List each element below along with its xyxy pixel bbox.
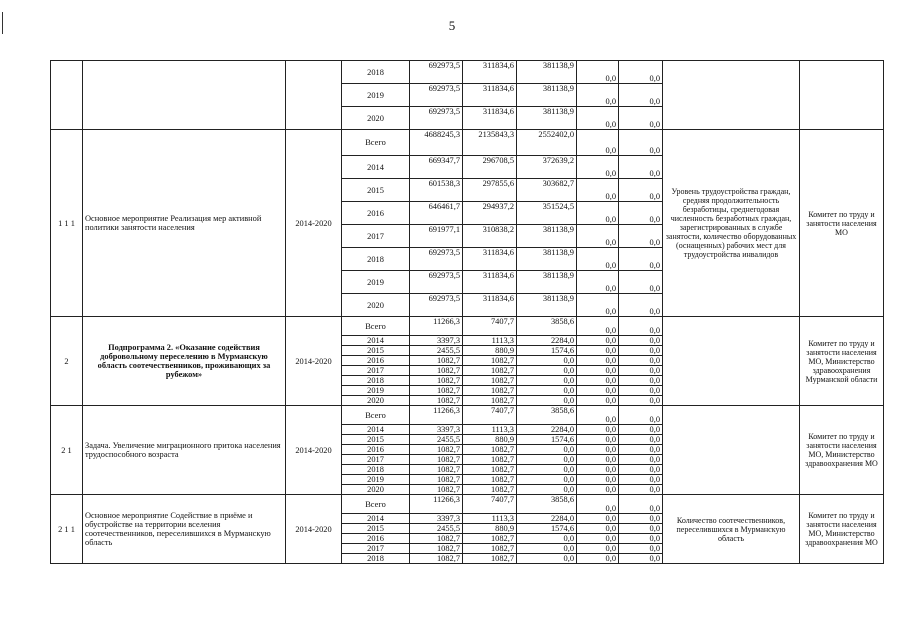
local-value: 0,0 xyxy=(577,534,619,544)
local-value: 0,0 xyxy=(577,455,619,465)
other-value: 0,0 xyxy=(619,294,663,317)
local-value: 0,0 xyxy=(577,61,619,84)
other-value: 0,0 xyxy=(619,202,663,225)
federal-value: 296708,5 xyxy=(463,156,517,179)
regional-value: 351524,5 xyxy=(517,202,577,225)
total-value: 691977,1 xyxy=(410,225,463,248)
regional-value: 0,0 xyxy=(517,485,577,495)
other-value: 0,0 xyxy=(619,130,663,156)
federal-value: 311834,6 xyxy=(463,294,517,317)
other-value: 0,0 xyxy=(619,465,663,475)
other-value: 0,0 xyxy=(619,445,663,455)
other-value: 0,0 xyxy=(619,386,663,396)
regional-value: 381138,9 xyxy=(517,225,577,248)
row-number: 2 xyxy=(51,317,83,406)
regional-value: 372639,2 xyxy=(517,156,577,179)
other-value: 0,0 xyxy=(619,225,663,248)
total-value: 692973,5 xyxy=(410,248,463,271)
year-cell: 2018 xyxy=(342,248,410,271)
measure-name: Основное мероприятие Содействие в приёме и обустройстве на территории вселения соотечественников, переселившихся в Мурманскую область xyxy=(83,495,286,564)
local-value: 0,0 xyxy=(577,346,619,356)
federal-value: 1082,7 xyxy=(463,544,517,554)
total-value: 669347,7 xyxy=(410,156,463,179)
federal-value: 1082,7 xyxy=(463,396,517,406)
federal-value: 1082,7 xyxy=(463,465,517,475)
total-value: 1082,7 xyxy=(410,485,463,495)
year-cell: 2016 xyxy=(342,202,410,225)
other-value: 0,0 xyxy=(619,396,663,406)
regional-value: 381138,9 xyxy=(517,84,577,107)
implementation-period xyxy=(286,61,342,130)
local-value: 0,0 xyxy=(577,485,619,495)
year-cell: Всего xyxy=(342,495,410,514)
total-value: 692973,5 xyxy=(410,271,463,294)
local-value: 0,0 xyxy=(577,202,619,225)
year-cell: 2015 xyxy=(342,346,410,356)
implementation-period: 2014-2020 xyxy=(286,317,342,406)
federal-value: 1082,7 xyxy=(463,356,517,366)
total-value: 11266,3 xyxy=(410,495,463,514)
other-value: 0,0 xyxy=(619,524,663,534)
year-cell: 2014 xyxy=(342,514,410,524)
total-value: 1082,7 xyxy=(410,455,463,465)
year-cell: 2020 xyxy=(342,396,410,406)
other-value: 0,0 xyxy=(619,534,663,544)
local-value: 0,0 xyxy=(577,514,619,524)
federal-value: 1113,3 xyxy=(463,425,517,435)
other-value: 0,0 xyxy=(619,317,663,336)
year-cell: 2014 xyxy=(342,336,410,346)
total-value: 1082,7 xyxy=(410,554,463,564)
other-value: 0,0 xyxy=(619,366,663,376)
federal-value: 7407,7 xyxy=(463,317,517,336)
year-cell: 2017 xyxy=(342,544,410,554)
year-cell: 2015 xyxy=(342,179,410,202)
year-cell: 2016 xyxy=(342,534,410,544)
other-value: 0,0 xyxy=(619,61,663,84)
total-value: 1082,7 xyxy=(410,475,463,485)
local-value: 0,0 xyxy=(577,248,619,271)
target-indicator: Количество соотечественников, переселившихся в Мурманскую область xyxy=(663,495,800,564)
responsible-executor: Комитет по труду и занятости населения МО, Министерство здравоохранения Мурманской области xyxy=(800,317,884,406)
total-value: 1082,7 xyxy=(410,534,463,544)
table-row xyxy=(51,317,884,336)
total-value: 1082,7 xyxy=(410,445,463,455)
other-value: 0,0 xyxy=(619,156,663,179)
total-value: 692973,5 xyxy=(410,61,463,84)
regional-value: 381138,9 xyxy=(517,107,577,130)
total-value: 2455,5 xyxy=(410,524,463,534)
scan-edge-mark xyxy=(2,12,3,34)
total-value: 1082,7 xyxy=(410,396,463,406)
total-value: 1082,7 xyxy=(410,356,463,366)
federal-value: 311834,6 xyxy=(463,61,517,84)
other-value: 0,0 xyxy=(619,84,663,107)
other-value: 0,0 xyxy=(619,248,663,271)
year-cell: 2018 xyxy=(342,465,410,475)
table-row xyxy=(51,406,884,425)
federal-value: 1082,7 xyxy=(463,485,517,495)
regional-value: 2284,0 xyxy=(517,514,577,524)
table-row xyxy=(51,61,884,84)
federal-value: 1082,7 xyxy=(463,534,517,544)
total-value: 1082,7 xyxy=(410,376,463,386)
federal-value: 1113,3 xyxy=(463,336,517,346)
total-value: 3397,3 xyxy=(410,336,463,346)
measure-name: Задача. Увеличение миграционного притока населения трудоспособного возраста xyxy=(83,406,286,495)
regional-value: 0,0 xyxy=(517,455,577,465)
total-value: 1082,7 xyxy=(410,544,463,554)
total-value: 692973,5 xyxy=(410,84,463,107)
year-cell: 2020 xyxy=(342,485,410,495)
other-value: 0,0 xyxy=(619,336,663,346)
federal-value: 1082,7 xyxy=(463,445,517,455)
regional-value: 1574,6 xyxy=(517,435,577,445)
other-value: 0,0 xyxy=(619,271,663,294)
year-cell: Всего xyxy=(342,406,410,425)
total-value: 1082,7 xyxy=(410,465,463,475)
year-cell: 2014 xyxy=(342,156,410,179)
implementation-period: 2014-2020 xyxy=(286,495,342,564)
federal-value: 1082,7 xyxy=(463,376,517,386)
local-value: 0,0 xyxy=(577,107,619,130)
local-value: 0,0 xyxy=(577,475,619,485)
local-value: 0,0 xyxy=(577,465,619,475)
year-cell: Всего xyxy=(342,130,410,156)
table-row xyxy=(51,495,884,514)
year-cell: 2017 xyxy=(342,366,410,376)
local-value: 0,0 xyxy=(577,156,619,179)
row-number: 2 1 1 xyxy=(51,495,83,564)
total-value: 1082,7 xyxy=(410,366,463,376)
total-value: 11266,3 xyxy=(410,406,463,425)
measure-name: Подпрограмма 2. «Оказание содействия добровольному переселению в Мурманскую область соотечественников, проживающих за рубежом» xyxy=(83,317,286,406)
year-cell: 2017 xyxy=(342,225,410,248)
regional-value: 3858,6 xyxy=(517,317,577,336)
other-value: 0,0 xyxy=(619,356,663,366)
local-value: 0,0 xyxy=(577,84,619,107)
federal-value: 1113,3 xyxy=(463,514,517,524)
target-indicator: Уровень трудоустройства граждан, средняя продолжительность безработицы, среднегодовая численность безработных граждан, зарегистрированных в службе занятости, количество оборудованных (оснащенных) рабочих мест для трудоустройства инвалидов xyxy=(663,130,800,317)
regional-value: 0,0 xyxy=(517,445,577,455)
other-value: 0,0 xyxy=(619,495,663,514)
federal-value: 880,9 xyxy=(463,524,517,534)
total-value: 3397,3 xyxy=(410,514,463,524)
row-number xyxy=(51,61,83,130)
local-value: 0,0 xyxy=(577,225,619,248)
target-indicator xyxy=(663,406,800,495)
local-value: 0,0 xyxy=(577,317,619,336)
total-value: 4688245,3 xyxy=(410,130,463,156)
regional-value: 0,0 xyxy=(517,356,577,366)
year-cell: 2019 xyxy=(342,475,410,485)
local-value: 0,0 xyxy=(577,495,619,514)
regional-value: 381138,9 xyxy=(517,248,577,271)
local-value: 0,0 xyxy=(577,435,619,445)
year-cell: 2016 xyxy=(342,445,410,455)
year-cell: 2020 xyxy=(342,294,410,317)
federal-value: 311834,6 xyxy=(463,84,517,107)
measure-name xyxy=(83,61,286,130)
other-value: 0,0 xyxy=(619,179,663,202)
regional-value: 2552402,0 xyxy=(517,130,577,156)
local-value: 0,0 xyxy=(577,336,619,346)
total-value: 646461,7 xyxy=(410,202,463,225)
local-value: 0,0 xyxy=(577,396,619,406)
regional-value: 3858,6 xyxy=(517,406,577,425)
local-value: 0,0 xyxy=(577,544,619,554)
local-value: 0,0 xyxy=(577,445,619,455)
regional-value: 381138,9 xyxy=(517,61,577,84)
program-funding-table xyxy=(50,60,884,564)
total-value: 2455,5 xyxy=(410,346,463,356)
federal-value: 297855,6 xyxy=(463,179,517,202)
regional-value: 2284,0 xyxy=(517,336,577,346)
federal-value: 310838,2 xyxy=(463,225,517,248)
total-value: 2455,5 xyxy=(410,435,463,445)
federal-value: 311834,6 xyxy=(463,271,517,294)
year-cell: 2020 xyxy=(342,107,410,130)
federal-value: 311834,6 xyxy=(463,107,517,130)
measure-name: Основное мероприятие Реализация мер активной политики занятости населения xyxy=(83,130,286,317)
local-value: 0,0 xyxy=(577,294,619,317)
regional-value: 0,0 xyxy=(517,376,577,386)
local-value: 0,0 xyxy=(577,554,619,564)
federal-value: 2135843,3 xyxy=(463,130,517,156)
other-value: 0,0 xyxy=(619,346,663,356)
local-value: 0,0 xyxy=(577,366,619,376)
federal-value: 1082,7 xyxy=(463,475,517,485)
other-value: 0,0 xyxy=(619,455,663,465)
federal-value: 880,9 xyxy=(463,435,517,445)
federal-value: 1082,7 xyxy=(463,554,517,564)
local-value: 0,0 xyxy=(577,386,619,396)
total-value: 692973,5 xyxy=(410,294,463,317)
regional-value: 0,0 xyxy=(517,534,577,544)
row-number: 1 1 1 xyxy=(51,130,83,317)
regional-value: 1574,6 xyxy=(517,524,577,534)
local-value: 0,0 xyxy=(577,524,619,534)
local-value: 0,0 xyxy=(577,271,619,294)
federal-value: 7407,7 xyxy=(463,406,517,425)
total-value: 1082,7 xyxy=(410,386,463,396)
regional-value: 303682,7 xyxy=(517,179,577,202)
local-value: 0,0 xyxy=(577,130,619,156)
federal-value: 880,9 xyxy=(463,346,517,356)
year-cell: 2018 xyxy=(342,554,410,564)
federal-value: 311834,6 xyxy=(463,248,517,271)
regional-value: 0,0 xyxy=(517,465,577,475)
total-value: 601538,3 xyxy=(410,179,463,202)
federal-value: 1082,7 xyxy=(463,455,517,465)
year-cell: 2015 xyxy=(342,435,410,445)
regional-value: 381138,9 xyxy=(517,271,577,294)
responsible-executor xyxy=(800,61,884,130)
regional-value: 0,0 xyxy=(517,396,577,406)
responsible-executor: Комитет по труду и занятости населения МО xyxy=(800,130,884,317)
other-value: 0,0 xyxy=(619,544,663,554)
regional-value: 381138,9 xyxy=(517,294,577,317)
year-cell: 2017 xyxy=(342,455,410,465)
regional-value: 2284,0 xyxy=(517,425,577,435)
other-value: 0,0 xyxy=(619,376,663,386)
regional-value: 1574,6 xyxy=(517,346,577,356)
other-value: 0,0 xyxy=(619,406,663,425)
implementation-period: 2014-2020 xyxy=(286,406,342,495)
year-cell: 2018 xyxy=(342,376,410,386)
federal-value: 1082,7 xyxy=(463,386,517,396)
total-value: 3397,3 xyxy=(410,425,463,435)
year-cell: 2019 xyxy=(342,271,410,294)
regional-value: 0,0 xyxy=(517,386,577,396)
federal-value: 1082,7 xyxy=(463,366,517,376)
year-cell: 2019 xyxy=(342,386,410,396)
year-cell: Всего xyxy=(342,317,410,336)
other-value: 0,0 xyxy=(619,485,663,495)
responsible-executor: Комитет по труду и занятости населения МО, Министерство здравоохранения МО xyxy=(800,406,884,495)
row-number: 2 1 xyxy=(51,406,83,495)
table-row xyxy=(51,130,884,156)
regional-value: 3858,6 xyxy=(517,495,577,514)
year-cell: 2016 xyxy=(342,356,410,366)
local-value: 0,0 xyxy=(577,406,619,425)
regional-value: 0,0 xyxy=(517,366,577,376)
responsible-executor: Комитет по труду и занятости населения МО, Министерство здравоохранения МО xyxy=(800,495,884,564)
other-value: 0,0 xyxy=(619,107,663,130)
other-value: 0,0 xyxy=(619,475,663,485)
year-cell: 2014 xyxy=(342,425,410,435)
page-number: 5 xyxy=(448,18,456,33)
federal-value: 294937,2 xyxy=(463,202,517,225)
total-value: 11266,3 xyxy=(410,317,463,336)
regional-value: 0,0 xyxy=(517,544,577,554)
year-cell: 2015 xyxy=(342,524,410,534)
other-value: 0,0 xyxy=(619,425,663,435)
federal-value: 7407,7 xyxy=(463,495,517,514)
other-value: 0,0 xyxy=(619,554,663,564)
target-indicator xyxy=(663,317,800,406)
year-cell: 2019 xyxy=(342,84,410,107)
local-value: 0,0 xyxy=(577,425,619,435)
regional-value: 0,0 xyxy=(517,475,577,485)
local-value: 0,0 xyxy=(577,356,619,366)
implementation-period: 2014-2020 xyxy=(286,130,342,317)
year-cell: 2018 xyxy=(342,61,410,84)
total-value: 692973,5 xyxy=(410,107,463,130)
other-value: 0,0 xyxy=(619,435,663,445)
target-indicator xyxy=(663,61,800,130)
other-value: 0,0 xyxy=(619,514,663,524)
regional-value: 0,0 xyxy=(517,554,577,564)
local-value: 0,0 xyxy=(577,376,619,386)
local-value: 0,0 xyxy=(577,179,619,202)
